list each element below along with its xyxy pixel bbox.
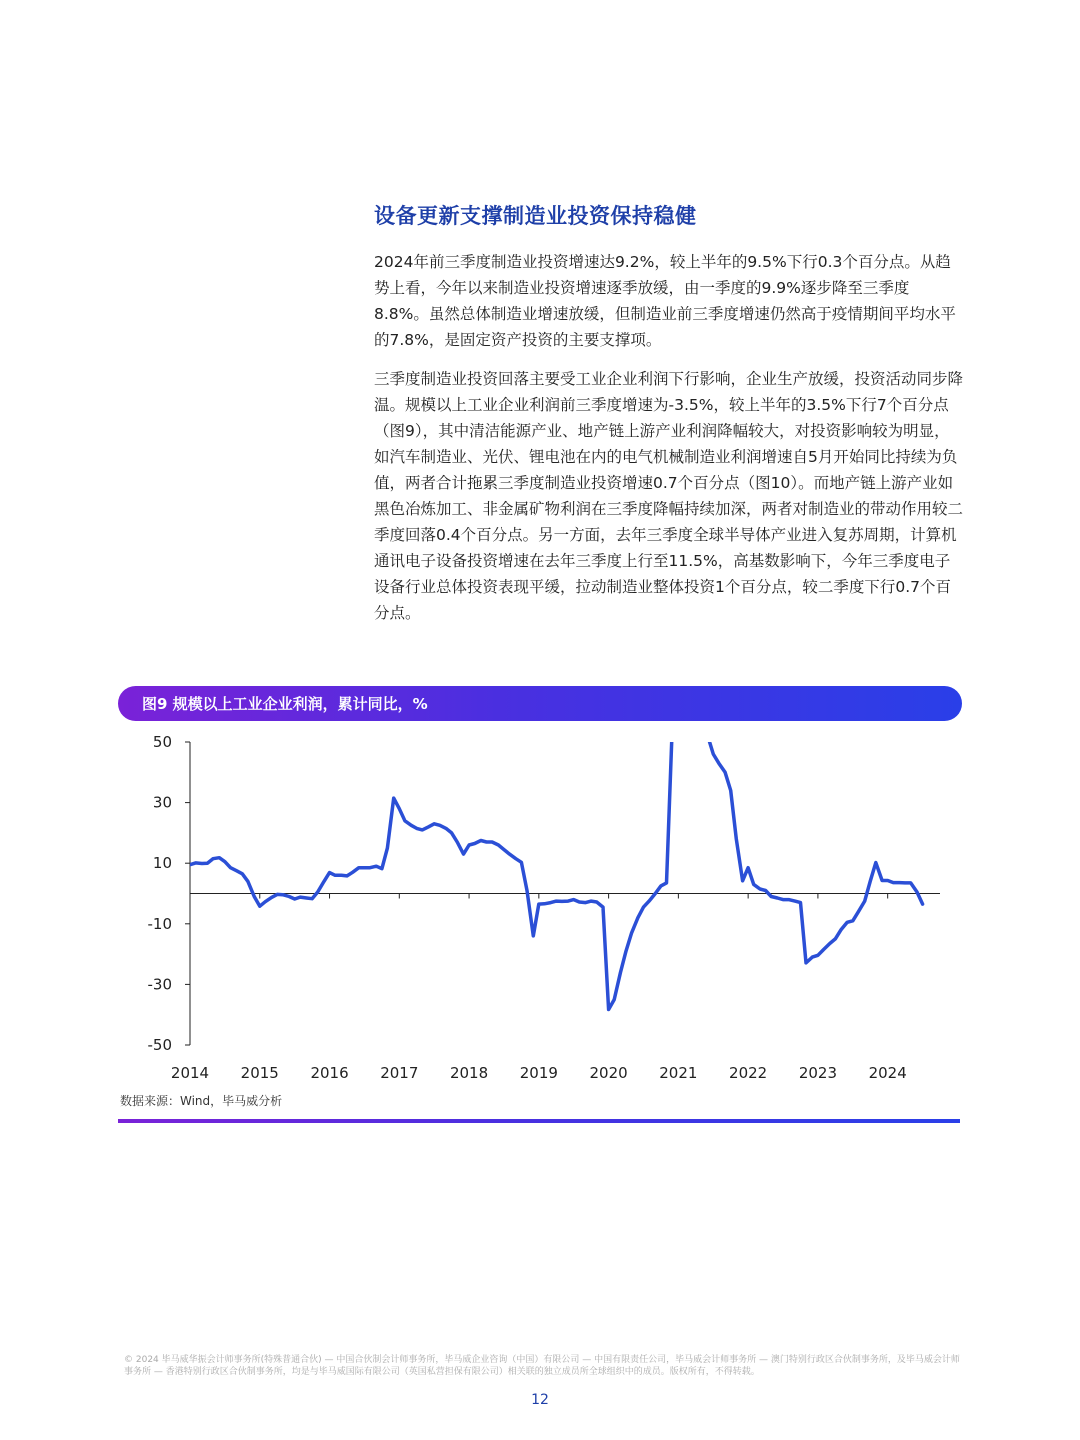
x-tick-label: 2016	[310, 1064, 349, 1082]
x-tick-label: 2020	[589, 1064, 628, 1082]
x-tick-label: 2024	[868, 1064, 907, 1082]
figure-title-banner	[118, 686, 962, 721]
y-tick-label: 50	[152, 733, 172, 751]
series-line	[190, 725, 923, 1010]
page-number: 12	[531, 1392, 549, 1408]
y-tick-label: -10	[147, 914, 172, 933]
x-tick-label: 2022	[729, 1064, 768, 1082]
y-tick-label: -50	[147, 1036, 172, 1054]
x-tick-label: 2014	[170, 1064, 210, 1082]
x-tick-label: 2021	[659, 1064, 698, 1082]
x-tick-label: 2018	[449, 1064, 489, 1082]
body-paragraph-1: 2024年前三季度制造业投资增速达9.2%，较上半年的9.5%下行0.3个百分点。从趋势上看，今年以来制造业投资增速逐季放缓，由一季度的9.9%逐步降至三季度8.8%。虽然总体制造业增速放缓，但制造业前三季度增速仍然高于疫情期间平均水平的7.8%，是固定资产投资的主要支撑项。	[374, 253, 956, 349]
figure-title: 图9 规模以上工业企业利润，累计同比，%	[142, 695, 428, 713]
figure-bottom-rule	[118, 1119, 960, 1123]
data-source-note: 数据来源：Wind，毕马威分析	[120, 1094, 283, 1108]
footer-disclaimer: © 2024 毕马威华振会计师事务所(特殊普通合伙) — 中国合伙制会计师事务所，毕马威企业咨询（中国）有限公司 — 中国有限责任公司，毕马威会计师事务所 — 澳门特别行政区合伙制事务所，及毕马威会计师事务所 — 香港特别行政区合伙制事务所，均是与毕马威国际有限公司（英国私营担保有限公司）相关联的独立成员所全球组织中的成员。版权所有，不得转载。	[124, 1355, 960, 1377]
section-title: 设备更新支撑制造业投资保持稳健	[374, 204, 697, 228]
body-paragraph-2: 三季度制造业投资回落主要受工业企业利润下行影响，企业生产放缓，投资活动同步降温。规模以上工业企业利润前三季度增速为-3.5%，较上半年的3.5%下行7个百分点（图9），其中清洁能源产业、地产链上游产业利润降幅较大，对投资影响较为明显，如汽车制造业、光伏、锂电池在内的电气机械制造业利润增速自5月开始同比持续为负值，两者合计拖累三季度制造业投资增速0.7个百分点（图10）。而地产链上游产业如黑色冶炼加工、非金属矿物利润在三季度降幅持续加深，两者对制造业的带动作用较二季度回落0.4个百分点。另一方面，去年三季度全球半导体产业进入复苏周期，计算机通讯电子设备投资增速在去年三季度上行至11.5%，高基数影响下，今年三季度电子设备行业总体投资表现平缓，拉动制造业整体投资1个百分点，较二季度下行0.7个百分点。	[374, 370, 964, 622]
x-tick-label: 2023	[798, 1064, 838, 1082]
y-tick-label: 30	[152, 793, 172, 812]
x-tick-label: 2015	[240, 1064, 279, 1082]
profit-line-chart	[110, 725, 970, 1095]
x-tick-label: 2019	[519, 1064, 558, 1082]
y-tick-label: -30	[147, 975, 172, 994]
x-tick-label: 2017	[380, 1064, 419, 1082]
y-tick-label: 10	[152, 854, 172, 873]
